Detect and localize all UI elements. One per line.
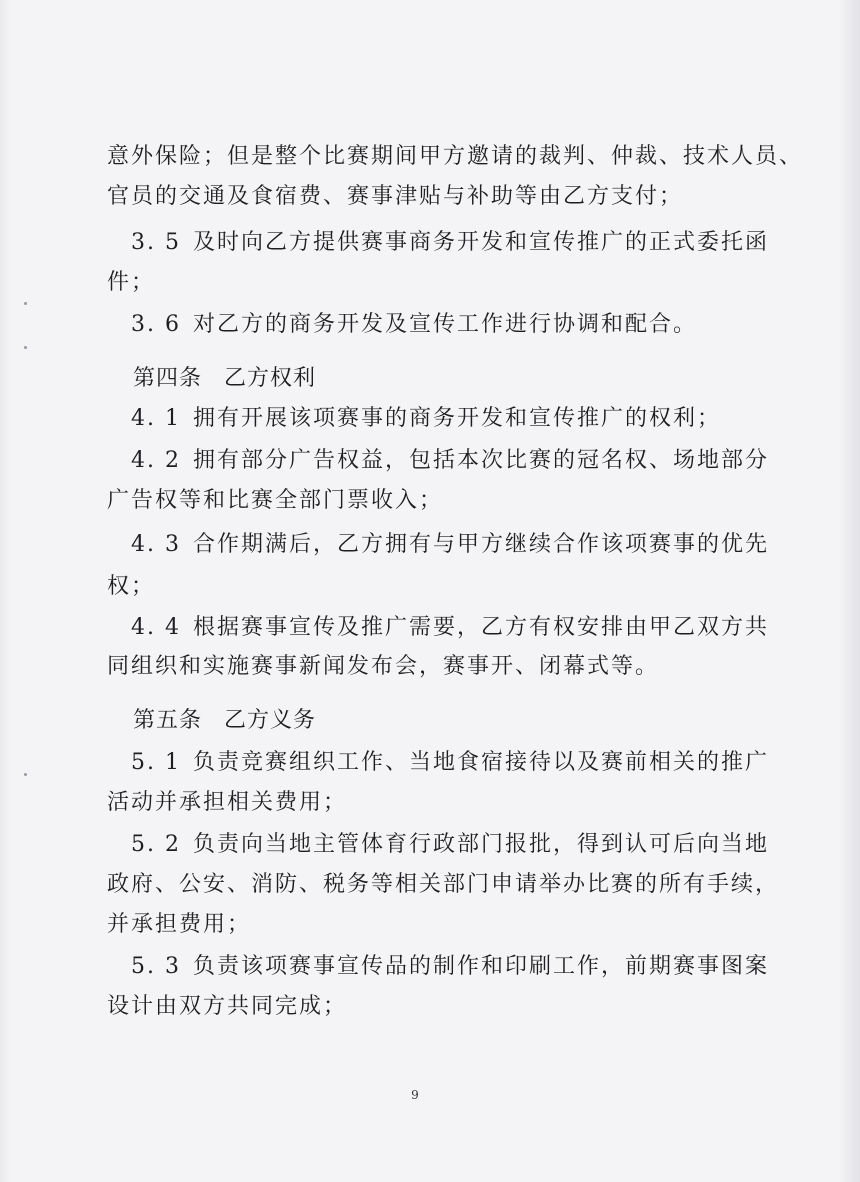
clause-5-1: 5. 1 负责竞赛组织工作、当地食宿接待以及赛前相关的推广: [131, 748, 769, 778]
text-line: 同组织和实施赛事新闻发布会，赛事开、闭幕式等。: [107, 654, 660, 679]
clause-number: 4. 3: [131, 532, 181, 557]
text-line: 设计由双方共同完成；: [107, 994, 348, 1019]
text-line: 并承担费用；: [107, 912, 252, 937]
clause-number: 5. 1: [131, 750, 181, 775]
clause-3-6: 3. 6 对乙方的商务开发及宣传工作进行协调和配合。: [131, 310, 697, 340]
text-line: 政府、公安、消防、税务等相关部门申请举办比赛的所有手续，: [107, 872, 780, 897]
clause-4-4: 4. 4 根据赛事宣传及推广需要，乙方有权安排由甲乙双方共: [131, 613, 769, 643]
article-5-heading: 第五条 乙方义务: [133, 708, 317, 733]
article-4-heading: 第四条 乙方权利: [133, 366, 317, 391]
clause-4-2: 4. 2 拥有部分广告权益，包括本次比赛的冠名权、场地部分: [131, 446, 769, 476]
clause-number: 3. 5: [131, 230, 181, 255]
clause-3-5: 3. 5 及时向乙方提供赛事商务开发和宣传推广的正式委托函: [131, 228, 769, 258]
text-line: 权；: [107, 574, 156, 599]
clause-4-3: 4. 3 合作期满后，乙方拥有与甲方继续合作该项赛事的优先: [131, 530, 769, 560]
clause-5-3: 5. 3 负责该项赛事宣传品的制作和印刷工作，前期赛事图案: [131, 952, 769, 982]
clause-5-2: 5. 2 负责向当地主管体育行政部门报批，得到认可后向当地: [131, 830, 769, 860]
clause-number: 4. 1: [131, 406, 181, 431]
clause-number: 4. 4: [131, 615, 181, 640]
clause-number: 3. 6: [131, 312, 181, 337]
text-line: 活动并承担相关费用；: [107, 790, 348, 815]
clause-number: 5. 2: [131, 832, 181, 857]
clause-4-1: 4. 1 拥有开展该项赛事的商务开发和宣传推广的权利；: [131, 404, 721, 434]
text-line: 官员的交通及食宿费、赛事津贴与补助等由乙方支付；: [107, 184, 684, 209]
clause-number: 4. 2: [131, 448, 181, 473]
clause-number: 5. 3: [131, 954, 181, 979]
text-line: 件；: [107, 270, 156, 295]
page-number: 9: [411, 1088, 419, 1102]
text-line: 广告权等和比赛全部门票收入；: [107, 488, 444, 513]
text-line: 意外保险；但是整个比赛期间甲方邀请的裁判、仲裁、技术人员、: [107, 144, 804, 169]
